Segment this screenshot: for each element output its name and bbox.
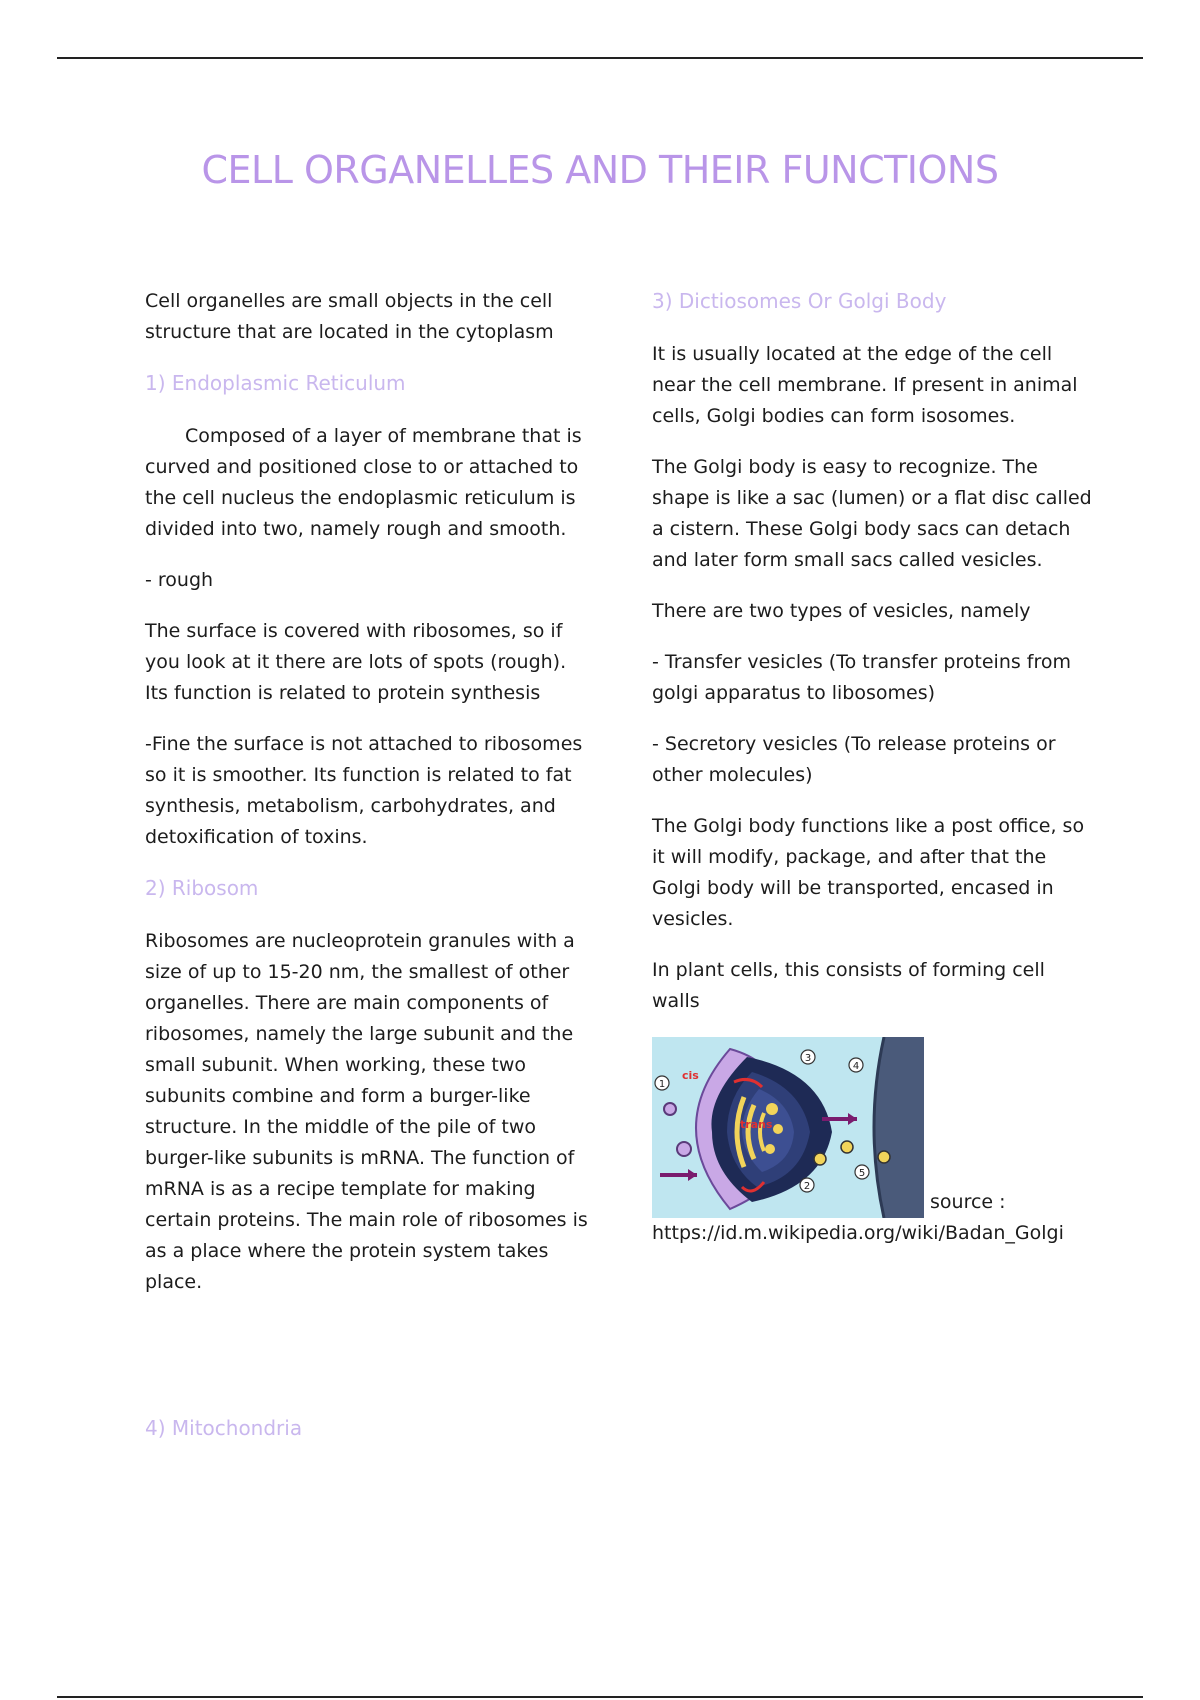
golgi-figure [652,1037,1097,1249]
er-paragraph-smooth: -Fine the surface is not attached to ribosomes so it is smoother. Its function is related to fat synthesis, metabolism, carbohydrates, and detoxification of toxins. [145,733,583,848]
left-column [145,286,590,1318]
er-paragraph-rough: The surface is covered with ribosomes, so if you look at it there are lots of spots (rough). Its function is related to protein synthesis [145,620,567,704]
heading-golgi-body: 3) Dictiosomes Or Golgi Body [652,289,947,313]
heading-ribosom: 2) Ribosom [145,876,259,900]
figure-source: source : https://id.m.wikipedia.org/wiki/Badan_Golgi [652,1191,1064,1244]
golgi-paragraph-7: In plant cells, this consists of forming cell walls [652,959,1045,1012]
bottom-rule [57,1696,1143,1698]
label-trans: trans [740,1118,773,1131]
golgi-paragraph-2: The Golgi body is easy to recognize. The shape is like a sac (lumen) or a flat disc called a cistern. These Golgi body sacs can detach and later form small sacs called vesicles. [652,456,1092,571]
er-paragraph-1: Composed of a layer of membrane that is curved and positioned close to or attached to the cell nucleus the endoplasmic reticulum is divided into two, namely rough and smooth. [145,425,582,540]
heading-mitochondria: 4) Mitochondria [145,1416,303,1440]
golgi-apparatus-diagram [652,1037,924,1218]
page-title: CELL ORGANELLES AND THEIR FUNCTIONS [201,148,999,192]
golgi-paragraph-5: - Secretory vesicles (To release proteins or other molecules) [652,733,1056,786]
label-5: 5 [858,1168,866,1179]
golgi-paragraph-4: - Transfer vesicles (To transfer proteins from golgi apparatus to libosomes) [652,651,1072,704]
label-2: 2 [803,1181,811,1192]
heading-endoplasmic-reticulum: 1) Endoplasmic Reticulum [145,371,406,395]
golgi-paragraph-3: There are two types of vesicles, namely [652,600,1031,622]
label-4: 4 [852,1061,860,1072]
label-cis: cis [682,1069,699,1082]
top-rule [57,57,1143,59]
golgi-paragraph-1: It is usually located at the edge of the cell near the cell membrane. If present in animal cells, Golgi bodies can form isosomes. [652,343,1078,427]
er-paragraph-rough-label: - rough [145,569,214,591]
label-1: 1 [658,1079,666,1090]
ribosom-paragraph: Ribosomes are nucleoprotein granules with a size of up to 15-20 nm, the smallest of other organelles. There are main components of ribosomes, namely the large subunit and the small subunit. When working, these two subunits combine and form a burger-like structure. In the middle of the pile of two burger-like subunits is mRNA. The function of mRNA is as a recipe template for making certain proteins. The main role of ribosomes is as a place where the protein system takes place. [145,930,588,1293]
intro-paragraph: Cell organelles are small objects in the cell structure that are located in the cytoplasm [145,290,554,343]
right-column [652,286,1097,1249]
label-3: 3 [804,1053,812,1064]
golgi-paragraph-6: The Golgi body functions like a post office, so it will modify, package, and after that the Golgi body will be transported, encased in vesicles. [652,815,1085,930]
